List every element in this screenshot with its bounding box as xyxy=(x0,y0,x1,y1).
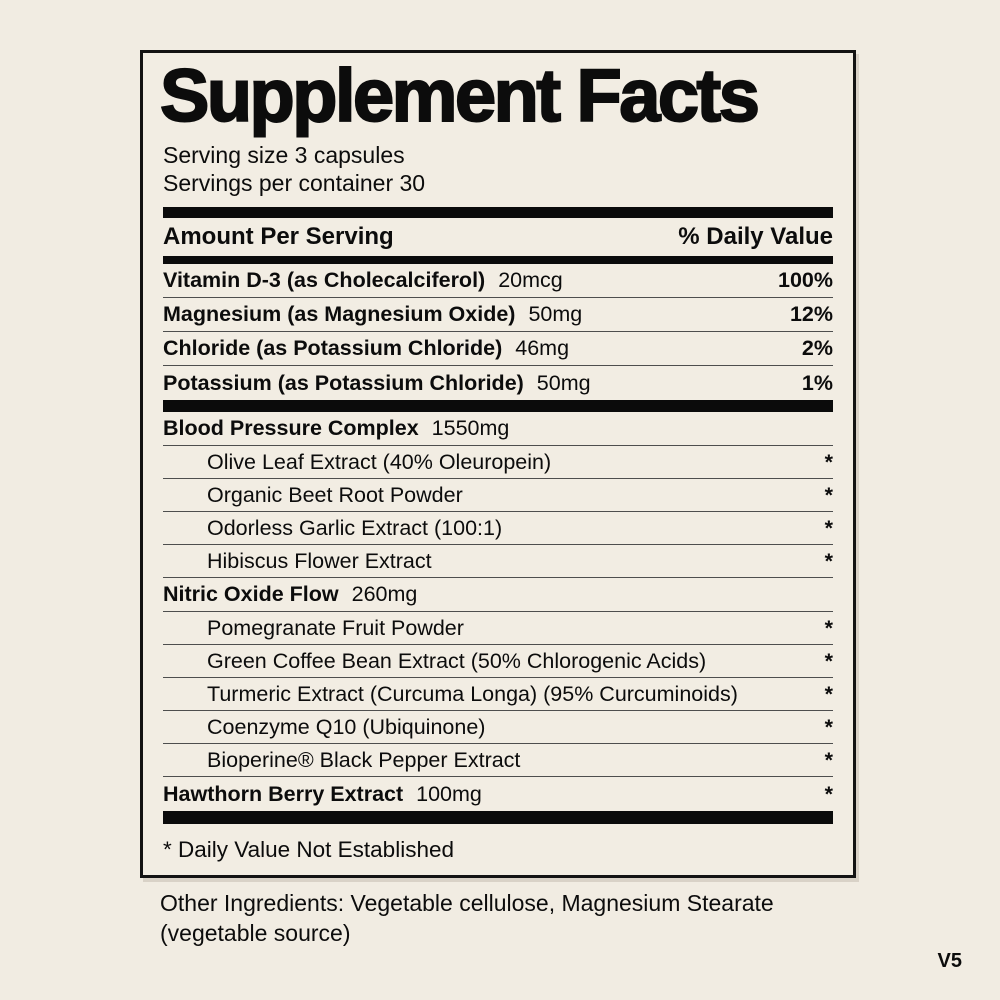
nutrient-name-amount xyxy=(163,268,563,293)
panel-title: Supplement Facts xyxy=(160,54,758,137)
ingredient-name: Pomegranate Fruit Powder xyxy=(207,615,464,640)
nutrient-dv: 2% xyxy=(801,336,833,360)
other-ingredients: Other Ingredients: Vegetable cellulose, Magnesium Stearate (vegetable source) xyxy=(160,890,774,946)
blend-ingredient-row xyxy=(163,612,833,645)
nutrient-name-amount xyxy=(163,336,569,361)
blend-ingredient-row xyxy=(163,678,833,711)
nutrient-name-amount xyxy=(163,302,582,327)
blend-name-amount xyxy=(163,582,417,607)
blend-ingredient-row xyxy=(163,545,833,578)
nutrient-name-amount xyxy=(163,782,482,807)
supplement-facts-panel xyxy=(140,50,856,878)
nutrient-row xyxy=(163,264,833,298)
serving-info xyxy=(163,141,833,197)
nutrient-row xyxy=(163,366,833,400)
blend-ingredient-row xyxy=(163,711,833,744)
nutrient-dv: 1% xyxy=(801,370,833,395)
blend-header-row xyxy=(163,412,833,446)
blend-ingredient-row xyxy=(163,512,833,545)
blend-name: Nitric Oxide Flow xyxy=(163,582,339,606)
nutrient-name: Potassium (as Potassium Chloride) xyxy=(163,370,524,395)
nutrient-amount: 50mg xyxy=(528,302,583,326)
nutrient-row xyxy=(163,298,833,332)
ingredient-dv: * xyxy=(824,648,833,673)
ingredient-name: Coenzyme Q10 (Ubiquinone) xyxy=(207,714,486,739)
ingredient-dv: * xyxy=(824,681,833,706)
ingredient-name: Organic Beet Root Powder xyxy=(207,482,463,507)
separator-bar-bottom xyxy=(163,811,833,824)
ingredient-name: Hibiscus Flower Extract xyxy=(207,548,432,573)
ingredient-dv: * xyxy=(824,449,833,474)
separator-bar-top xyxy=(163,207,833,218)
ingredient-dv: * xyxy=(824,615,833,640)
separator-bar-header xyxy=(163,256,833,264)
nutrient-row xyxy=(163,332,833,366)
blend-amount: 1550mg xyxy=(431,416,510,440)
serving-size-line: Serving size 3 capsules xyxy=(163,142,405,168)
nutrient-name: Magnesium (as Magnesium Oxide) xyxy=(163,302,516,326)
blend-name: Blood Pressure Complex xyxy=(163,416,419,440)
nutrient-amount: 46mg xyxy=(515,336,570,360)
blend-amount: 260mg xyxy=(351,582,418,606)
blend-ingredient-row xyxy=(163,479,833,512)
ingredient-dv: * xyxy=(824,515,833,540)
nutrient-name: Chloride (as Potassium Chloride) xyxy=(163,336,503,360)
blend-name-amount xyxy=(163,416,509,441)
nutrient-dv: * xyxy=(824,781,833,806)
ingredient-name: Turmeric Extract (Curcuma Longa) (95% Curcuminoids) xyxy=(207,681,738,706)
nutrient-amount: 50mg xyxy=(536,370,591,395)
blend-ingredient-row xyxy=(163,744,833,777)
column-header-daily-value: % Daily Value xyxy=(678,223,833,250)
ingredient-name: Bioperine® Black Pepper Extract xyxy=(207,747,521,772)
blend-header-row xyxy=(163,578,833,612)
nutrient-name-amount xyxy=(163,371,591,396)
ingredient-dv: * xyxy=(824,548,833,573)
nutrient-name: Hawthorn Berry Extract xyxy=(163,781,404,806)
nutrient-dv: 12% xyxy=(789,302,833,326)
ingredient-name: Green Coffee Bean Extract (50% Chlorogenic Acids) xyxy=(207,648,707,673)
blend-ingredient-row xyxy=(163,446,833,479)
servings-per-container-line: Servings per container 30 xyxy=(163,170,426,196)
ingredient-name: Olive Leaf Extract (40% Oleuropein) xyxy=(207,449,552,474)
nutrient-amount: 100mg xyxy=(416,781,482,806)
nutrient-name: Vitamin D-3 (as Cholecalciferol) xyxy=(163,268,486,292)
daily-value-footnote: * Daily Value Not Established xyxy=(163,837,454,862)
nutrient-amount: 20mcg xyxy=(498,268,563,292)
ingredient-dv: * xyxy=(824,714,833,739)
ingredient-dv: * xyxy=(824,747,833,772)
column-header-amount: Amount Per Serving xyxy=(163,223,394,250)
nutrient-row xyxy=(163,777,833,811)
separator-bar-mid xyxy=(163,400,833,412)
column-header-row xyxy=(163,218,833,256)
blend-ingredient-row xyxy=(163,645,833,678)
version-tag: V5 xyxy=(937,950,962,972)
ingredient-name: Odorless Garlic Extract (100:1) xyxy=(207,515,503,540)
ingredient-dv: * xyxy=(824,482,833,507)
nutrient-dv: 100% xyxy=(778,268,833,292)
